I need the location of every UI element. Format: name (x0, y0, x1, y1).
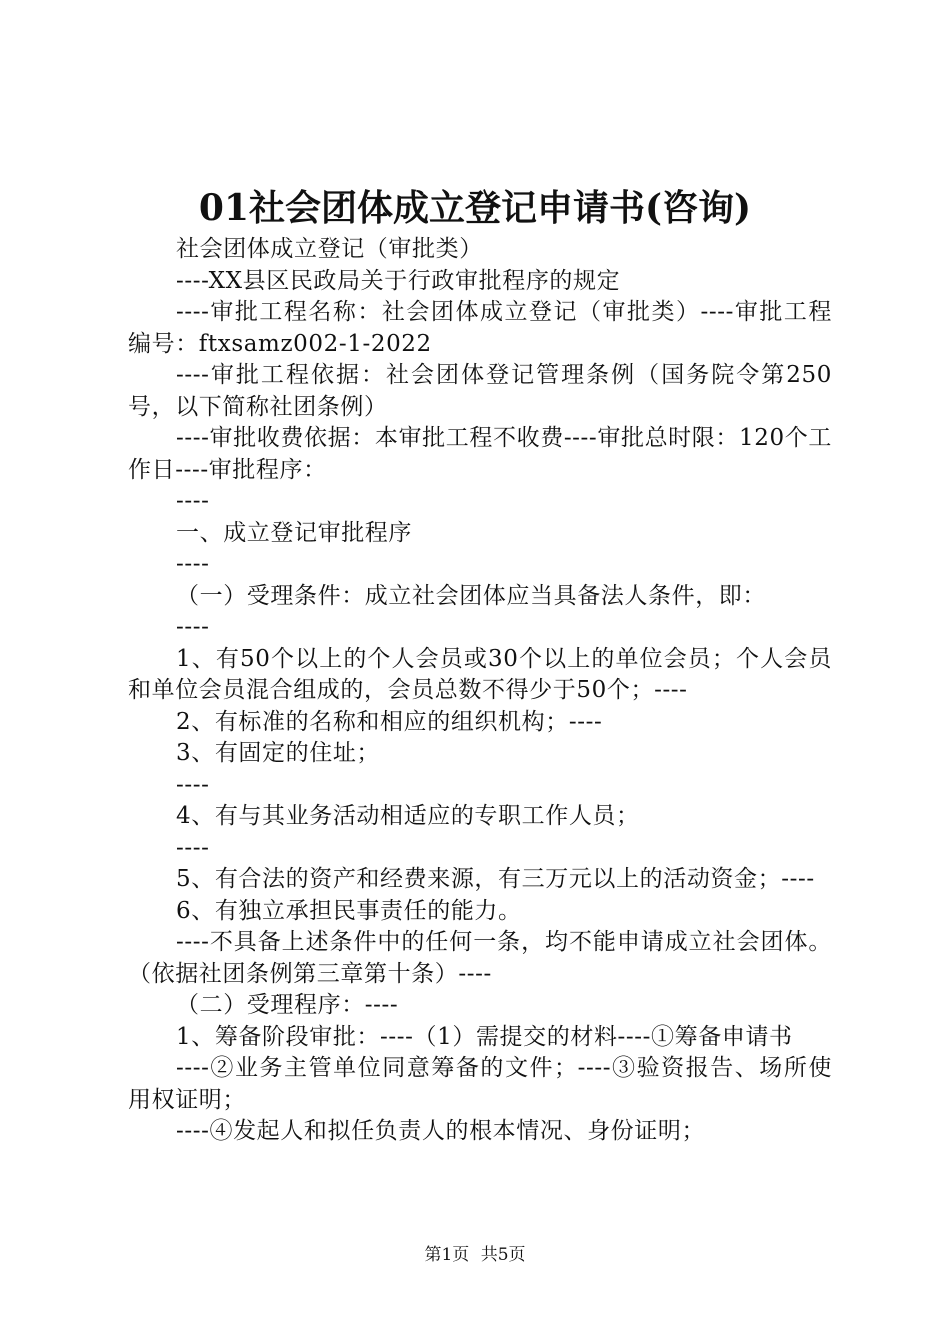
list-item: 5、有合法的资产和经费来源，有三万元以上的活动资金；---- (176, 866, 815, 892)
paragraph: ----审批工程依据：社会团体登记管理条例（国务院令第250号，以下简称社团条例） (128, 362, 832, 420)
list-item: ----④发起人和拟任负责人的根本情况、身份证明； (176, 1118, 706, 1144)
separator-line: ---- (176, 834, 210, 861)
list-item: 4、有与其业务活动相适应的专职工作人员； (176, 803, 640, 829)
paragraph: ----审批工程名称：社会团体成立登记（审批类）----审批工程编号：ftxsamz002-1-2022 (128, 299, 832, 357)
list-item: 1、有50个以上的个人会员或30个以上的单位会员；个人会员和单位会员混合组成的，会员总数不得少于50个；---- (128, 645, 832, 703)
paragraph: ----审批收费依据：本审批工程不收费----审批总时限：120个工作日----审批程序： (128, 425, 832, 483)
list-item: 1、筹备阶段审批：----（1）需提交的材料----①筹备申请书 (176, 1023, 793, 1050)
list-item: 6、有独立承担民事责任的能力。 (176, 897, 522, 924)
list-item: 2、有标准的名称和相应的组织机构；---- (176, 708, 603, 735)
separator-line: ---- (176, 551, 210, 577)
section-heading: 一、成立登记审批程序 (176, 519, 412, 546)
separator-line: ---- (176, 771, 210, 798)
subsection-heading: （二）受理程序：---- (176, 992, 399, 1018)
paragraph: ----不具备上述条件中的任何一条，均不能申请成立社会团体。（依据社团条例第三章第十条）---- (128, 929, 832, 987)
list-item: 3、有固定的住址； (176, 740, 381, 766)
separator-line: ---- (176, 488, 210, 514)
document-body (128, 234, 832, 1148)
paragraph: 社会团体成立登记（审批类） (176, 236, 483, 262)
page-footer (0, 1244, 950, 1266)
separator-line: ---- (176, 614, 210, 640)
page-number: 第1页 (424, 1245, 470, 1265)
page-total: 共5页 (480, 1245, 526, 1265)
list-item: ----②业务主管单位同意筹备的文件；----③验资报告、场所使用权证明； (128, 1055, 832, 1113)
paragraph: ----XX县区民政局关于行政审批程序的规定 (176, 267, 621, 294)
document-title: 01社会团体成立登记申请书(咨询) (198, 187, 752, 229)
subsection-heading: （一）受理条件：成立社会团体应当具备法人条件，即： (176, 582, 766, 609)
